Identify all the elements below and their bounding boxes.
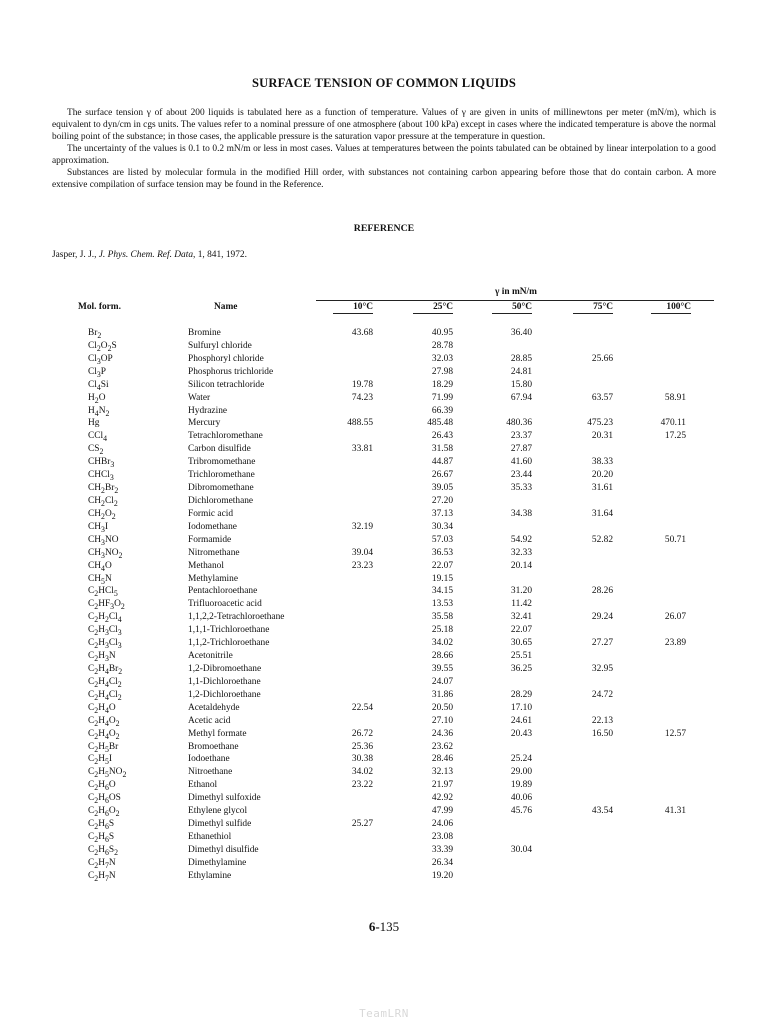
name-cell: 1,1,2-Trichloroethane: [188, 638, 270, 649]
formula-cell: $CH_3I$: [88, 521, 109, 534]
table-row: [0, 340, 768, 353]
value-25c-cell: 28.78: [431, 340, 453, 351]
name-cell: Phosphoryl chloride: [188, 353, 264, 364]
name-cell: Water: [188, 392, 211, 403]
table-row: [0, 624, 768, 637]
value-25c-cell: 485.48: [427, 418, 453, 429]
value-10c-cell: 26.72: [351, 728, 373, 739]
formula-cell: $CH_3NO$: [88, 534, 119, 547]
value-75c-cell: 52.82: [591, 534, 613, 545]
name-cell: Ethanethiol: [188, 831, 232, 842]
value-75c-cell: 32.95: [591, 663, 613, 674]
value-75c-cell: 27.27: [591, 638, 613, 649]
value-25c-cell: 21.97: [431, 780, 453, 791]
table-row: [0, 353, 768, 366]
value-25c-cell: 23.62: [431, 741, 453, 752]
table-row: [0, 379, 768, 392]
formula-cell: $C_2H_4O$: [88, 702, 116, 715]
table-row: [0, 469, 768, 482]
formula-cell: $C_2H_3N$: [88, 651, 116, 663]
name-cell: Trifluoroacetic acid: [188, 599, 262, 610]
formula-cell: $C_2H_5Br$: [88, 741, 119, 754]
name-cell: Iodomethane: [188, 521, 237, 532]
formula-cell: $C_2H_3Cl_3$: [88, 625, 122, 638]
reference-details: , 1, 841, 1972.: [193, 250, 247, 260]
value-10c-cell: 19.78: [351, 379, 373, 390]
formula-cell: $C_2H_6S_2$: [88, 844, 119, 857]
formula-cell: $CH_3NO_2$: [88, 547, 123, 560]
formula-cell: CCl$_4$: [88, 431, 108, 444]
value-75c-cell: 25.66: [591, 353, 613, 364]
name-cell: Dimethyl sulfide: [188, 819, 252, 830]
header-underline-10c: [333, 313, 373, 314]
value-25c-cell: 30.34: [431, 521, 453, 532]
formula-cell: $C_2H_7N$: [88, 870, 116, 883]
value-25c-cell: 26.43: [431, 431, 453, 442]
value-50c-cell: 29.00: [510, 767, 532, 778]
value-50c-cell: 23.44: [510, 470, 532, 481]
value-25c-cell: 42.92: [431, 793, 453, 804]
value-25c-cell: 44.87: [431, 457, 453, 468]
table-row: [0, 870, 768, 883]
name-cell: Carbon disulfide: [188, 444, 251, 455]
value-100c-cell: 23.89: [664, 638, 686, 649]
name-cell: Silicon tetrachloride: [188, 379, 265, 390]
value-25c-cell: 35.58: [431, 612, 453, 623]
formula-cell: $C_2H_4O_2$: [88, 728, 120, 741]
column-header-10c: 10°C: [353, 302, 373, 312]
table-row: [0, 534, 768, 547]
value-10c-cell: 43.68: [351, 328, 373, 338]
name-cell: Pentachloroethane: [188, 586, 258, 597]
name-cell: 1,2-Dibromoethane: [188, 663, 262, 674]
value-50c-cell: 30.65: [510, 638, 532, 649]
table-row: [0, 805, 768, 818]
reference-authors: Jasper, J. J.,: [52, 250, 99, 260]
value-50c-cell: 32.41: [510, 612, 532, 623]
value-25c-cell: 39.05: [431, 483, 453, 494]
value-75c-cell: 24.72: [591, 689, 613, 700]
table-row: [0, 405, 768, 418]
value-10c-cell: 23.22: [351, 780, 373, 791]
formula-cell: $C_2HCl_5$: [88, 586, 118, 599]
value-75c-cell: 38.33: [591, 457, 613, 468]
name-cell: 1,2-Dichloroethane: [188, 689, 261, 700]
value-75c-cell: 22.13: [591, 715, 613, 726]
value-50c-cell: 25.24: [510, 754, 532, 765]
formula-cell: $Cl_4Si$: [88, 379, 109, 392]
table-row: [0, 715, 768, 728]
value-50c-cell: 25.51: [510, 651, 532, 662]
reference-journal: J. Phys. Chem. Ref. Data: [98, 250, 194, 260]
name-cell: Formamide: [188, 534, 232, 545]
name-cell: Dibromomethane: [188, 483, 254, 494]
table-row: [0, 611, 768, 624]
table-row: [0, 482, 768, 495]
name-cell: 1,1,1-Trichloroethane: [188, 625, 270, 636]
formula-cell: $C_2H_6OS$: [88, 793, 121, 806]
value-25c-cell: 26.67: [431, 470, 453, 481]
value-50c-cell: 36.40: [510, 328, 532, 338]
value-50c-cell: 41.60: [510, 457, 532, 468]
intro-paragraph-3: Substances are listed by molecular formula in the modified Hill order, with substances not containing carbon appearing before those that do contain carbon. A more extensive compilation of surface tension may be found in the Reference.: [52, 168, 716, 190]
name-cell: Dichloromethane: [188, 495, 254, 506]
formula-cell: $Br_2$: [88, 328, 102, 340]
value-50c-cell: 27.87: [510, 444, 532, 455]
value-50c-cell: 34.38: [510, 508, 532, 519]
value-75c-cell: 20.20: [591, 470, 613, 481]
value-10c-cell: 32.19: [351, 521, 373, 532]
value-50c-cell: 17.10: [510, 702, 532, 713]
formula-cell: $CH_4O$: [88, 560, 112, 573]
formula-cell: Hg: [88, 418, 100, 429]
value-50c-cell: 11.42: [511, 599, 532, 610]
name-cell: Formic acid: [188, 508, 234, 519]
intro-paragraph-2: The uncertainty of the values is 0.1 to 0.2 mN/m or less in most cases. Values at temperatures between the points tabulated can be obtained by linear interpolation to a good approximation.: [52, 144, 716, 166]
name-cell: Bromoethane: [188, 741, 239, 752]
table-row: [0, 598, 768, 611]
name-cell: Bromine: [188, 328, 221, 338]
value-10c-cell: 23.23: [351, 560, 373, 571]
formula-cell: $C_2H_4O_2$: [88, 715, 120, 728]
formula-cell: $CH_5N$: [88, 573, 112, 586]
formula-cell: $Cl_2O_2S$: [88, 340, 117, 353]
value-25c-cell: 23.08: [431, 831, 453, 842]
header-underline-75c: [573, 313, 613, 314]
table-row: [0, 573, 768, 586]
formula-cell: $C_2H_4Cl_2$: [88, 689, 122, 702]
value-25c-cell: 32.13: [431, 767, 453, 778]
gamma-group-header: γ in mN/m: [495, 287, 537, 297]
value-50c-cell: 40.06: [510, 793, 532, 804]
value-10c-cell: 34.02: [351, 767, 373, 778]
table-row: [0, 779, 768, 792]
value-10c-cell: 33.81: [351, 444, 373, 455]
header-underline-100c: [651, 313, 691, 314]
page-number-value: 135: [379, 919, 400, 934]
name-cell: Ethanol: [188, 780, 218, 791]
value-10c-cell: 22.54: [351, 702, 373, 713]
value-50c-cell: 480.36: [506, 418, 532, 429]
value-25c-cell: 24.36: [431, 728, 453, 739]
value-25c-cell: 13.53: [431, 599, 453, 610]
value-50c-cell: 28.29: [510, 689, 532, 700]
value-50c-cell: 32.33: [510, 547, 532, 558]
reference-citation: [52, 250, 247, 260]
table-row: [0, 417, 768, 430]
value-50c-cell: 35.33: [510, 483, 532, 494]
value-25c-cell: 19.20: [431, 870, 453, 881]
table-row: [0, 844, 768, 857]
value-25c-cell: 18.29: [431, 379, 453, 390]
formula-cell: $C_2H_4Br_2$: [88, 663, 123, 676]
table-row: [0, 430, 768, 443]
formula-cell: $C_2H_5I$: [88, 754, 113, 767]
value-100c-cell: 58.91: [664, 392, 686, 403]
formula-cell: $H_4N_2$: [88, 405, 110, 418]
name-cell: Ethylene glycol: [188, 806, 248, 817]
name-cell: Nitroethane: [188, 767, 233, 778]
formula-cell: $H_2O$: [88, 392, 106, 405]
name-cell: Mercury: [188, 418, 221, 429]
table-row: [0, 547, 768, 560]
table-row: [0, 676, 768, 689]
formula-cell: $CS_2$: [88, 444, 104, 457]
value-10c-cell: 74.23: [351, 392, 373, 403]
value-25c-cell: 24.06: [431, 819, 453, 830]
column-header-25c: 25°C: [433, 302, 453, 312]
name-cell: 1,1-Dichloroethane: [188, 676, 261, 687]
table-row: [0, 392, 768, 405]
name-cell: Trichloromethane: [188, 470, 255, 481]
value-25c-cell: 36.53: [431, 547, 453, 558]
table-row: [0, 443, 768, 456]
value-25c-cell: 25.18: [431, 625, 453, 636]
name-cell: Methylamine: [188, 573, 238, 584]
value-25c-cell: 22.07: [431, 560, 453, 571]
data-table-body: [0, 327, 768, 883]
intro-text: [52, 107, 716, 191]
value-100c-cell: 17.25: [664, 431, 686, 442]
value-10c-cell: 25.27: [351, 819, 373, 830]
column-header-name: Name: [214, 302, 238, 312]
value-75c-cell: 31.61: [591, 483, 613, 494]
table-row: [0, 585, 768, 598]
value-25c-cell: 57.03: [431, 534, 453, 545]
name-cell: Acetaldehyde: [188, 702, 240, 713]
formula-cell: $C_2HF_3O_2$: [88, 599, 125, 612]
value-25c-cell: 31.86: [431, 689, 453, 700]
value-75c-cell: 63.57: [591, 392, 613, 403]
formula-cell: $CH_2O_2$: [88, 508, 116, 521]
table-row: [0, 741, 768, 754]
value-50c-cell: 20.43: [510, 728, 532, 739]
value-50c-cell: 30.04: [510, 844, 532, 855]
table-row: [0, 327, 768, 340]
formula-cell: $CH_2Cl_2$: [88, 495, 118, 508]
value-75c-cell: 43.54: [591, 806, 613, 817]
value-75c-cell: 16.50: [591, 728, 613, 739]
name-cell: Nitromethane: [188, 547, 240, 558]
value-75c-cell: 28.26: [591, 586, 613, 597]
table-row: [0, 508, 768, 521]
table-row: [0, 792, 768, 805]
value-100c-cell: 41.31: [664, 806, 686, 817]
name-cell: Dimethyl disulfide: [188, 844, 259, 855]
table-row: [0, 366, 768, 379]
table-row: [0, 637, 768, 650]
value-25c-cell: 32.03: [431, 353, 453, 364]
column-header-50c: 50°C: [512, 302, 532, 312]
value-25c-cell: 39.55: [431, 663, 453, 674]
value-25c-cell: 34.02: [431, 638, 453, 649]
value-25c-cell: 28.66: [431, 651, 453, 662]
value-50c-cell: 24.61: [510, 715, 532, 726]
value-25c-cell: 33.39: [431, 844, 453, 855]
page-number: [0, 919, 768, 935]
formula-cell: $C_2H_7N$: [88, 857, 116, 870]
name-cell: Methanol: [188, 560, 224, 571]
table-row: [0, 560, 768, 573]
formula-cell: $C_2H_3Cl_3$: [88, 638, 122, 650]
value-50c-cell: 28.85: [510, 353, 532, 364]
value-25c-cell: 71.99: [431, 392, 453, 403]
column-header-100c: 100°C: [666, 302, 691, 312]
value-75c-cell: 29.24: [591, 612, 613, 623]
value-25c-cell: 20.50: [431, 702, 453, 713]
value-50c-cell: 19.89: [510, 780, 532, 791]
table-row: [0, 702, 768, 715]
value-50c-cell: 23.37: [510, 431, 532, 442]
value-10c-cell: 30.38: [351, 754, 373, 765]
name-cell: Hydrazine: [188, 405, 228, 416]
formula-cell: $C_2H_6O$: [88, 780, 116, 793]
name-cell: Sulfuryl chloride: [188, 340, 252, 351]
value-50c-cell: 67.94: [510, 392, 532, 403]
name-cell: 1,1,2,2-Tetrachloroethane: [188, 612, 285, 623]
formula-cell: $Cl_3P$: [88, 366, 106, 379]
value-50c-cell: 15.80: [510, 379, 532, 390]
value-50c-cell: 24.81: [510, 366, 532, 377]
value-75c-cell: 20.31: [591, 431, 613, 442]
value-25c-cell: 47.99: [431, 806, 453, 817]
value-25c-cell: 66.39: [431, 405, 453, 416]
reference-heading: REFERENCE: [353, 223, 415, 234]
table-row: [0, 818, 768, 831]
header-underline-25c: [413, 313, 453, 314]
value-75c-cell: 31.64: [591, 508, 613, 519]
formula-cell: $C_2H_2Cl_4$: [88, 612, 122, 625]
value-25c-cell: 19.15: [431, 573, 453, 584]
value-25c-cell: 28.46: [431, 754, 453, 765]
table-row: [0, 521, 768, 534]
value-10c-cell: 25.36: [351, 741, 373, 752]
formula-cell: $C_2H_5NO_2$: [88, 767, 127, 780]
value-25c-cell: 24.07: [431, 676, 453, 687]
header-underline-50c: [492, 313, 532, 314]
value-25c-cell: 27.98: [431, 366, 453, 377]
name-cell: Tetrachloromethane: [188, 431, 263, 442]
value-25c-cell: 34.15: [431, 586, 453, 597]
formula-cell: $C_2H_4Cl_2$: [88, 676, 122, 689]
value-50c-cell: 31.20: [510, 586, 532, 597]
page-number-prefix: 6-: [368, 919, 380, 934]
name-cell: Dimethyl sulfoxide: [188, 793, 261, 804]
value-25c-cell: 37.13: [431, 508, 453, 519]
table-row: [0, 456, 768, 469]
table-row: [0, 831, 768, 844]
value-50c-cell: 36.25: [510, 663, 532, 674]
formula-cell: $C_2H_6S$: [88, 831, 115, 844]
value-50c-cell: 20.14: [510, 560, 532, 571]
value-25c-cell: 27.20: [431, 495, 453, 506]
name-cell: Tribromomethane: [188, 457, 256, 468]
value-100c-cell: 470.11: [660, 418, 686, 429]
value-100c-cell: 26.07: [664, 612, 686, 623]
formula-cell: $CH_2Br_2$: [88, 483, 119, 495]
formula-cell: $C_2H_6S$: [88, 819, 115, 831]
name-cell: Dimethylamine: [188, 857, 247, 868]
table-row: [0, 766, 768, 779]
watermark: TeamLRN: [359, 1007, 409, 1020]
table-row: [0, 650, 768, 663]
table-row: [0, 728, 768, 741]
value-25c-cell: 27.10: [431, 715, 453, 726]
table-row: [0, 663, 768, 676]
page-title: SURFACE TENSION OF COMMON LIQUIDS: [251, 76, 517, 90]
value-100c-cell: 12.57: [664, 728, 686, 739]
value-100c-cell: 50.71: [664, 534, 686, 545]
formula-cell: $Cl_3OP$: [88, 353, 113, 366]
formula-cell: $C_2H_6O_2$: [88, 806, 120, 818]
formula-cell: CHBr$_3$: [88, 457, 115, 470]
value-50c-cell: 54.92: [510, 534, 532, 545]
table-row: [0, 753, 768, 766]
value-25c-cell: 26.34: [431, 857, 453, 868]
value-50c-cell: 22.07: [510, 625, 532, 636]
table-row: [0, 689, 768, 702]
value-10c-cell: 488.55: [347, 418, 373, 429]
table-row: [0, 495, 768, 508]
column-header-75c: 75°C: [593, 302, 613, 312]
name-cell: Acetonitrile: [188, 651, 233, 662]
value-10c-cell: 39.04: [351, 547, 373, 558]
name-cell: Iodoethane: [188, 754, 230, 765]
name-cell: Methyl formate: [188, 728, 247, 739]
name-cell: Phosphorus trichloride: [188, 366, 274, 377]
value-25c-cell: 31.58: [431, 444, 453, 455]
formula-cell: CHCl$_3$: [88, 470, 114, 483]
value-50c-cell: 45.76: [510, 806, 532, 817]
name-cell: Acetic acid: [188, 715, 231, 726]
intro-paragraph-1: The surface tension γ of about 200 liquids is tabulated here as a function of temperature. Values of γ are given in units of millinewtons per meter (mN/m), which is equivalent to dyn/cm in cgs units. The values refer to a nominal pressure of one atmosphere (about 100 kPa) except in cases where the indicated temperature is above the normal boiling point of the substance; in those cases, the applicable pressure is the saturation vapor pressure at the temperature in question.: [52, 108, 716, 142]
value-75c-cell: 475.23: [587, 418, 613, 429]
column-header-formula: Mol. form.: [78, 302, 121, 312]
value-25c-cell: 40.95: [431, 328, 453, 338]
group-header-rule: [316, 300, 714, 301]
name-cell: Ethylamine: [188, 870, 232, 881]
table-row: [0, 857, 768, 870]
